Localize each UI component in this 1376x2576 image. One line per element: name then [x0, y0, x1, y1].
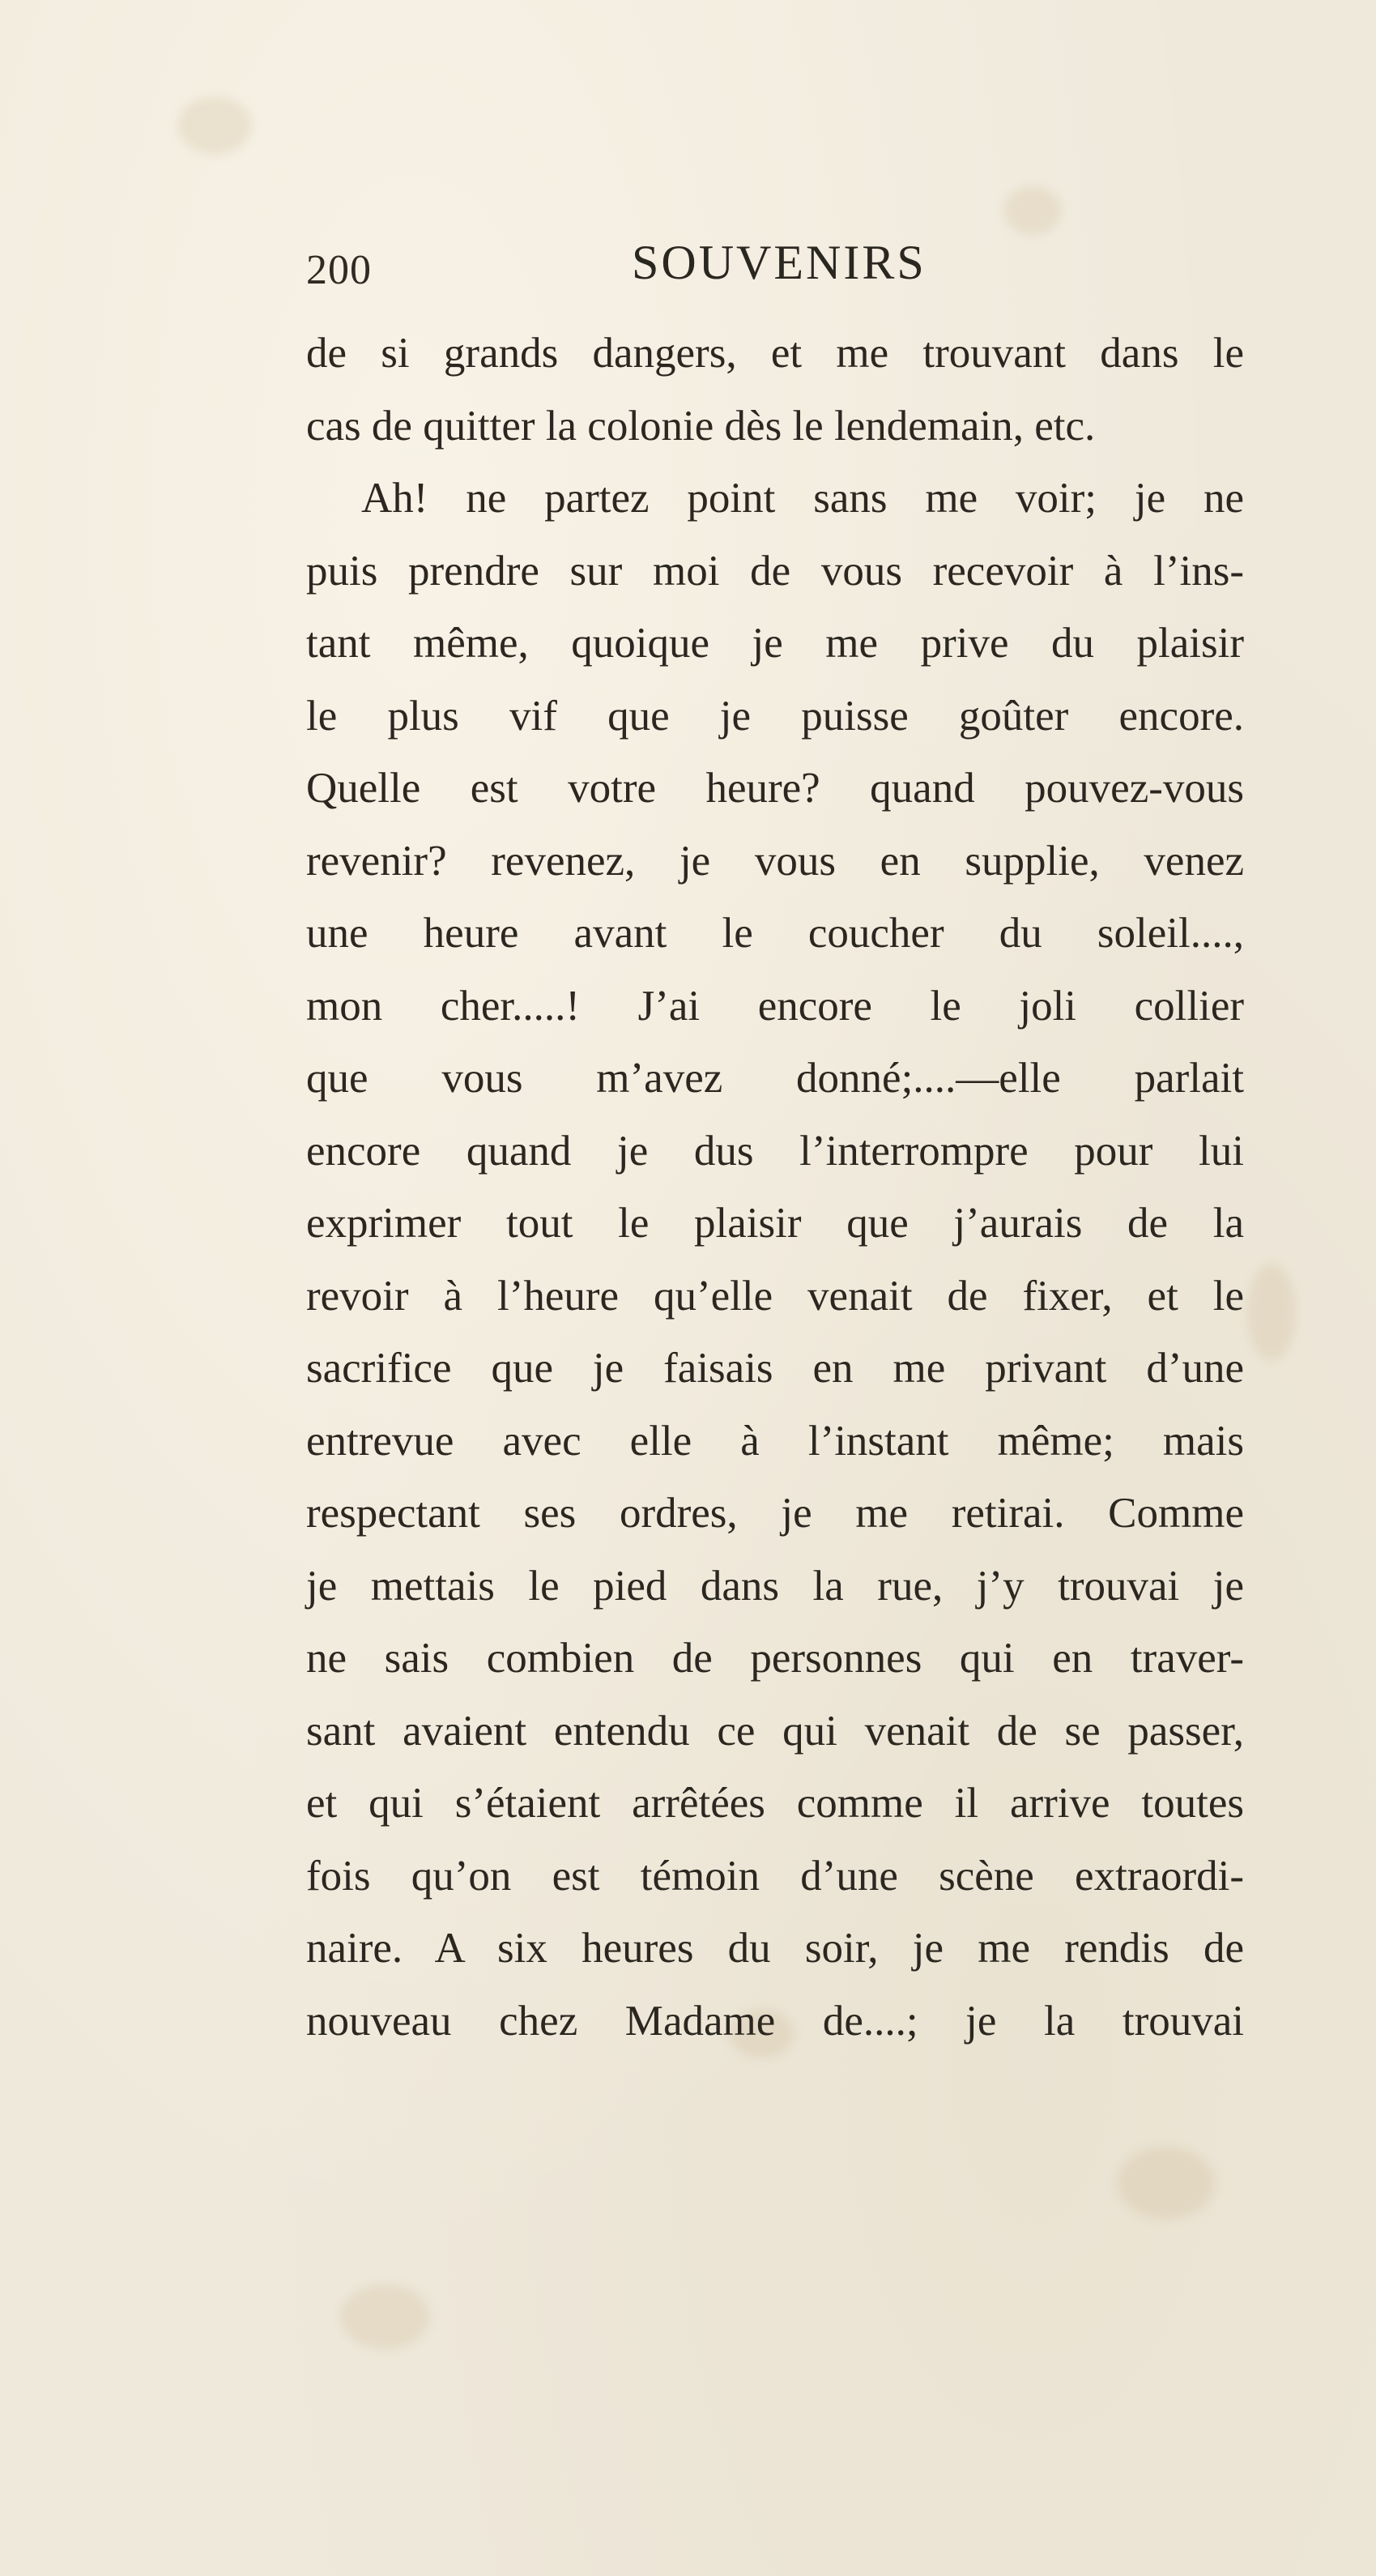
text-line: entrevue avec elle à l’instant même; mais — [306, 1417, 1244, 1465]
page-number: 200 — [306, 247, 372, 293]
text-line: mon cher.....! J’ai encore le joli collier — [306, 982, 1244, 1030]
text-line: le plus vif que je puisse goûter encore. — [306, 692, 1244, 740]
text-line: nouveau chez Madame de....; je la trouvai — [306, 1997, 1244, 2045]
text-line: une heure avant le coucher du soleil...., — [306, 910, 1244, 957]
text-line: puis prendre sur moi de vous recevoir à l’ins- — [306, 547, 1244, 595]
text-line: Ah! ne partez point sans me voir; je ne — [361, 475, 1244, 522]
text-line: sant avaient entendu ce qui venait de se passer, — [306, 1707, 1244, 1755]
text-line: fois qu’on est témoin d’une scène extraordi- — [306, 1852, 1244, 1900]
foxing-spot — [1004, 186, 1061, 235]
text-line: ne sais combien de personnes qui en traver- — [306, 1635, 1244, 1682]
text-line: encore quand je dus l’interrompre pour lui — [306, 1127, 1244, 1175]
running-head — [306, 235, 1254, 308]
running-title: SOUVENIRS — [632, 236, 927, 289]
text-line: revenir? revenez, je vous en supplie, venez — [306, 837, 1244, 885]
text-line: tant même, quoique je me prive du plaisir — [306, 620, 1244, 667]
foxing-spot — [340, 2284, 429, 2349]
text-line: exprimer tout le plaisir que j’aurais de la — [306, 1200, 1244, 1247]
text-line: de si grands dangers, et me trouvant dans le — [306, 330, 1244, 377]
foxing-spot — [1247, 1264, 1296, 1361]
text-line: je mettais le pied dans la rue, j’y trouvai je — [306, 1562, 1244, 1610]
text-line: respectant ses ordres, je me retirai. Comme — [306, 1490, 1244, 1537]
text-line: sacrifice que je faisais en me privant d’une — [306, 1345, 1244, 1392]
text-line: que vous m’avez donné;....—elle parlait — [306, 1055, 1244, 1102]
foxing-spot — [178, 97, 251, 154]
text-line: Quelle est votre heure? quand pouvez-vous — [306, 765, 1244, 812]
text-line: naire. A six heures du soir, je me rendis de — [306, 1925, 1244, 1972]
text-line: et qui s’étaient arrêtées comme il arrive toutes — [306, 1780, 1244, 1827]
text-line: revoir à l’heure qu’elle venait de fixer, et le — [306, 1272, 1244, 1320]
text-line: cas de quitter la colonie dès le lendemain, etc. — [306, 402, 1096, 450]
foxing-spot — [1118, 2147, 1215, 2220]
body-text — [306, 318, 1244, 2058]
